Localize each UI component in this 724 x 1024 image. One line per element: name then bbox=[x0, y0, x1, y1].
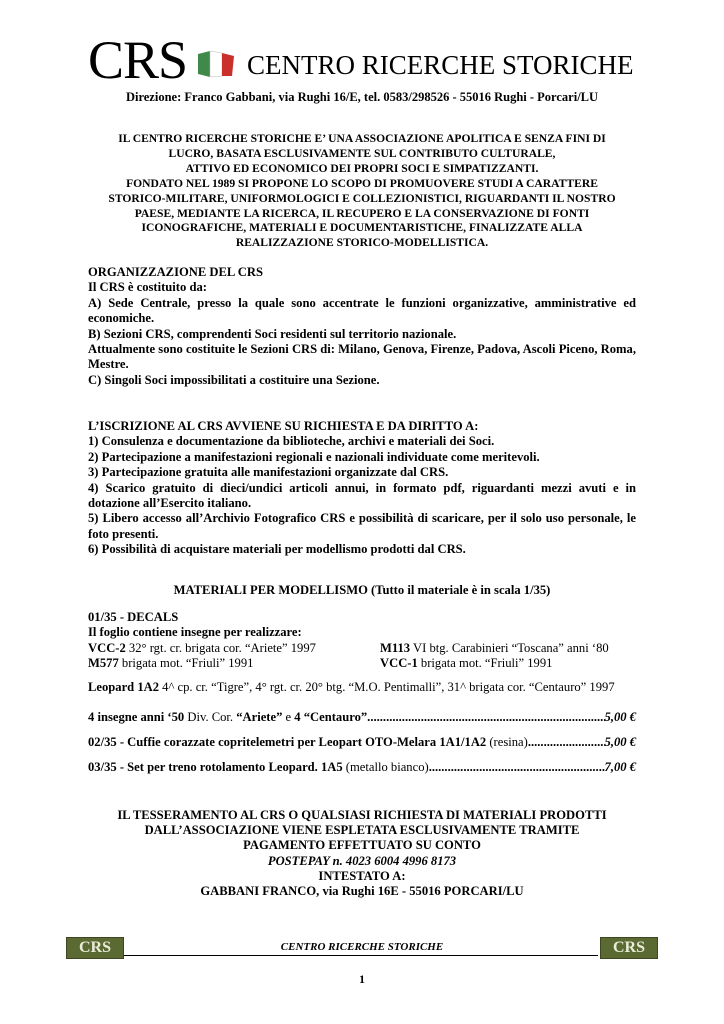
section-line: 3) Partecipazione gratuita alle manifestazioni organizzate dal CRS. bbox=[88, 465, 449, 480]
page-number: 1 bbox=[359, 972, 365, 986]
cuffie-label: 02/35 - Cuffie corazzate copritelemetri per Leopart OTO-Melara 1A1/1A2 bbox=[88, 735, 487, 749]
dot-leader bbox=[367, 710, 604, 725]
intro-line: PAESE, MEDIANTE LA RICERCA, IL RECUPERO E LA CONSERVAZIONE DI FONTI bbox=[134, 206, 590, 220]
section-heading: L’ISCRIZIONE AL CRS AVVIENE SU RICHIESTA E DA DIRITTO A: bbox=[88, 419, 479, 433]
iscrizione-section bbox=[88, 419, 636, 558]
decal-desc: VI btg. Carabinieri “Toscana” anni ‘80 bbox=[410, 641, 609, 655]
intro-line: ICONOGRAFICHE, MATERIALI E DOCUMENTARISTICHE, FINALIZZATE ALLA bbox=[141, 221, 583, 235]
section-line: 6) Possibilità di acquistare materiali per modellismo prodotti dal CRS. bbox=[88, 542, 466, 557]
crs-logo-text: CRS bbox=[88, 30, 188, 90]
set-material: (metallo bianco) bbox=[342, 760, 429, 774]
decal-code: VCC-1 bbox=[380, 656, 418, 670]
leopard-code: Leopard 1A2 bbox=[88, 680, 160, 694]
tesseramento-line: DALL’ASSOCIAZIONE VIENE ESPLETATA ESCLUSIVAMENTE TRAMITE bbox=[144, 823, 580, 838]
section-line: 5) Libero accesso all’Archivio Fotografico CRS e possibilità di scaricare, per il solo uso personale, le foto presenti. bbox=[88, 511, 636, 541]
decal-item bbox=[88, 641, 316, 656]
direzione-line: Direzione: Franco Gabbani, via Rughi 16/E, tel. 0583/298526 - 55016 Rughi - Porcari/LU bbox=[125, 90, 599, 104]
decals-section bbox=[88, 610, 636, 641]
cuffie-item bbox=[88, 735, 636, 750]
leopard-item bbox=[88, 680, 636, 695]
footer-text: CENTRO RICERCHE STORICHE bbox=[280, 941, 444, 953]
intro-line: LUCRO, BASATA ESCLUSIVAMENTE SUL CONTRIBUTO CULTURALE, bbox=[168, 146, 556, 160]
page-title: CENTRO RICERCHE STORICHE bbox=[247, 50, 634, 80]
intro-line: REALIZZAZIONE STORICO-MODELLISTICA. bbox=[235, 236, 489, 250]
intro-line: IL CENTRO RICERCHE STORICHE E’ UNA ASSOCIAZIONE APOLITICA E SENZA FINI DI bbox=[118, 132, 606, 145]
insegne-centauro: 4 “Centauro” bbox=[294, 710, 368, 724]
decal-item bbox=[380, 641, 609, 656]
section-heading: ORGANIZZAZIONE DEL CRS bbox=[88, 265, 263, 279]
decal-desc: 32° rgt. cr. brigata cor. “Ariete” 1997 bbox=[125, 641, 316, 655]
section-line: Attualmente sono costituite le Sezioni CRS di: Milano, Genova, Firenze, Padova, Ascoli Piceno, Roma, Mestre. bbox=[88, 342, 636, 372]
decal-desc: brigata mot. “Friuli” 1991 bbox=[417, 656, 553, 670]
footer-rule bbox=[124, 955, 598, 956]
set-label: 03/35 - Set per treno rotolamento Leopard. 1A5 bbox=[88, 760, 343, 774]
insegne-ariete: “Ariete” bbox=[236, 710, 283, 724]
section-line: A) Sede Centrale, presso la quale sono accentrate le funzioni organizzative, amministrative ed economiche. bbox=[88, 295, 636, 326]
cuffie-price: 5,00 € bbox=[604, 735, 636, 749]
intro-line: STORICO-MILITARE, UNIFORMOLOGICI E COLLEZIONISTICI, RIGUARDANTI IL NOSTRO bbox=[108, 191, 616, 205]
decal-desc: brigata mot. “Friuli” 1991 bbox=[118, 656, 254, 670]
italian-flag-icon bbox=[196, 50, 236, 78]
section-line: B) Sezioni CRS, comprendenti Soci residenti sul territorio nazionale. bbox=[88, 326, 457, 341]
dot-leader bbox=[429, 760, 605, 775]
insegne-price: 5,00 € bbox=[604, 710, 636, 724]
postepay-number: POSTEPAY n. 4023 6004 4996 8173 bbox=[267, 853, 457, 868]
materiali-heading: MATERIALI PER MODELLISMO (Tutto il materiale è in scala 1/35) bbox=[173, 583, 551, 597]
footer-logo-text: CRS bbox=[78, 939, 111, 956]
organizzazione-section bbox=[88, 265, 636, 388]
section-line: 2) Partecipazione a manifestazioni regionali e nazionali individuate come meritevoli. bbox=[88, 449, 540, 464]
intestatario: GABBANI FRANCO, via Rughi 16E - 55016 PORCARI/LU bbox=[200, 884, 524, 899]
dot-leader bbox=[528, 735, 605, 750]
set-price: 7,00 € bbox=[604, 760, 636, 774]
set-item bbox=[88, 760, 636, 775]
decal-item bbox=[380, 656, 552, 671]
intestato-label: INTESTATO A: bbox=[318, 868, 406, 883]
tesseramento-section bbox=[0, 808, 724, 899]
leopard-desc: 4^ cp. cr. “Tigre”, 4° rgt. cr. 20° btg. “M.O. Pentimalli”, 31^ brigata cor. “Centauro” 1997 bbox=[159, 680, 615, 694]
insegne-item bbox=[88, 710, 636, 725]
tesseramento-line: PAGAMENTO EFFETTUATO SU CONTO bbox=[243, 838, 481, 853]
section-line: 4) Scarico gratuito di dieci/undici articoli annui, in formato pdf, riguardanti mezzi avuti e in dotazione all’Esercito italiano. bbox=[88, 480, 636, 511]
intro-paragraph bbox=[88, 132, 636, 251]
section-line: C) Singoli Soci impossibilitati a costituire una Sezione. bbox=[88, 372, 380, 387]
insegne-div: Div. Cor. bbox=[184, 710, 237, 724]
cuffie-material: (resina) bbox=[486, 735, 528, 749]
insegne-and: e bbox=[282, 710, 295, 724]
decal-code: VCC-2 bbox=[88, 641, 126, 655]
decals-code: 01/35 - DECALS bbox=[88, 610, 179, 624]
footer-logo-right bbox=[600, 937, 658, 959]
section-line: 1) Consulenza e documentazione da biblioteche, archivi e materiali dei Soci. bbox=[88, 434, 495, 449]
decal-code: M113 bbox=[380, 641, 411, 655]
intro-line: ATTIVO ED ECONOMICO DEI PROPRI SOCI E SIMPATIZZANTI. bbox=[185, 161, 539, 175]
section-line: Il CRS è costituito da: bbox=[88, 280, 207, 295]
decals-intro: Il foglio contiene insegne per realizzare: bbox=[88, 625, 302, 640]
tesseramento-line: IL TESSERAMENTO AL CRS O QUALSIASI RICHIESTA DI MATERIALI PRODOTTI bbox=[117, 808, 607, 822]
insegne-label: 4 insegne anni ‘50 bbox=[88, 710, 185, 724]
decal-code: M577 bbox=[88, 656, 119, 670]
footer-logo-text: CRS bbox=[612, 939, 645, 956]
intro-line: FONDATO NEL 1989 SI PROPONE LO SCOPO DI PROMUOVERE STUDI A CARATTERE bbox=[126, 176, 598, 190]
decal-item bbox=[88, 656, 253, 671]
